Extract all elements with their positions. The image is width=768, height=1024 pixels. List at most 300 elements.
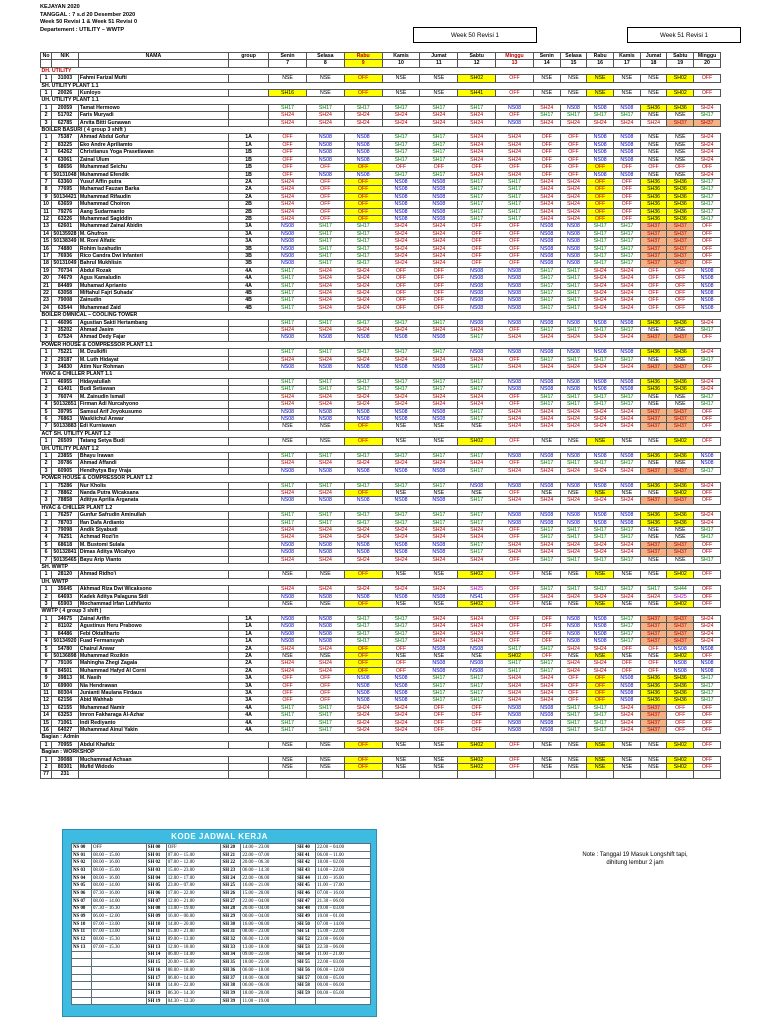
shift-cell: OFF	[306, 193, 344, 200]
shift-cell: SH24	[269, 489, 307, 496]
employee-nik: 62155	[52, 704, 79, 711]
shift-cell: SH17	[496, 193, 534, 200]
shift-cell: OFF	[344, 652, 382, 659]
employee-row	[41, 423, 721, 430]
shift-code: SH 34	[221, 951, 241, 959]
shift-cell: NSE	[306, 652, 344, 659]
row-number: 5	[41, 408, 52, 415]
shift-cell: NS08	[694, 667, 721, 674]
employee-name: M. Ghufron	[78, 230, 228, 237]
shift-cell: SH37	[640, 726, 667, 733]
shift-code: SH 37	[221, 974, 241, 982]
employee-group: 2A	[229, 660, 269, 667]
shift-cell: SH24	[420, 327, 458, 334]
shift-code: SH 44	[296, 874, 316, 882]
shift-cell: SH37	[667, 497, 694, 504]
employee-row	[41, 549, 721, 556]
shift-cell: NS08	[560, 252, 587, 259]
shift-cell: NSE	[533, 601, 560, 608]
shift-cell: SH24	[560, 660, 587, 667]
shift-cell: SH24	[269, 201, 307, 208]
shift-cell: SH24	[344, 719, 382, 726]
shift-cell: SH24	[420, 527, 458, 534]
shift-cell: OFF	[640, 290, 667, 297]
shift-code: SH 07	[146, 897, 166, 905]
shift-hours	[91, 974, 146, 982]
shift-cell: SH24	[587, 290, 614, 297]
shift-cell: NS08	[560, 223, 587, 230]
employee-nik: 63659	[52, 201, 79, 208]
shift-cell: NSE	[614, 652, 641, 659]
row-number: 10	[41, 201, 52, 208]
shift-cell: OFF	[496, 741, 534, 748]
shift-cell: SH17	[560, 401, 587, 408]
blank	[78, 60, 228, 67]
shift-cell: SH17	[587, 260, 614, 267]
shift-cell: SH24	[306, 119, 344, 126]
employee-nik: 76074	[52, 393, 79, 400]
shift-cell: OFF	[344, 660, 382, 667]
shift-cell: SH24	[614, 304, 641, 311]
shift-cell: NS08	[694, 304, 721, 311]
shift-cell: NS08	[560, 519, 587, 526]
shift-hours: 15.00 – 23.00	[166, 867, 221, 875]
employee-group	[229, 482, 269, 489]
shift-cell: OFF	[614, 667, 641, 674]
shift-cell: NSE	[667, 141, 694, 148]
shift-hours: 08.00 – 14.00	[91, 882, 146, 890]
employee-row	[41, 460, 721, 467]
shift-code: SH 32	[221, 936, 241, 944]
shift-cell: NSE	[269, 438, 307, 445]
shift-cell: OFF	[694, 726, 721, 733]
employee-name: Bahrul Mukhlisin	[78, 260, 228, 267]
section-title: ACT SH. UTILITY PLANT 1.2	[41, 430, 721, 437]
shift-cell: NS08	[587, 171, 614, 178]
shift-cell: SH36	[667, 682, 694, 689]
shift-cell: SH17	[344, 238, 382, 245]
shift-cell: NS08	[382, 408, 420, 415]
shift-hours: 20.00 – 15.00	[166, 959, 221, 967]
employee-row	[41, 541, 721, 548]
shift-cell: SH17	[382, 519, 420, 526]
date-header: 19	[667, 60, 694, 67]
shift-cell: SH17	[496, 178, 534, 185]
employee-nik: 46096	[52, 319, 79, 326]
shift-cell: SH17	[614, 327, 641, 334]
shift-cell: NS08	[306, 149, 344, 156]
shift-cell: SH24	[533, 186, 560, 193]
shift-cell: OFF	[533, 134, 560, 141]
row-number: 4	[41, 534, 52, 541]
shift-code: SH 43	[296, 867, 316, 875]
shift-cell: NSE	[667, 327, 694, 334]
date-header: 15	[560, 60, 587, 67]
day-header: Jumat	[640, 53, 667, 60]
section-row	[41, 97, 721, 104]
shift-cell: NSE	[614, 489, 641, 496]
employee-name: Atim Nur Rohman	[78, 364, 228, 371]
shift-cell: NS08	[269, 593, 307, 600]
shift-cell: NS08	[458, 282, 496, 289]
employee-row	[41, 556, 721, 563]
shift-cell: NS08	[344, 156, 382, 163]
shift-cell: NS08	[560, 378, 587, 385]
employee-group	[229, 90, 269, 97]
shift-cell: SH24	[496, 171, 534, 178]
shift-cell: SH24	[269, 534, 307, 541]
shift-cell: NS08	[667, 645, 694, 652]
employee-group: 1A	[229, 623, 269, 630]
shift-cell: SH17	[496, 208, 534, 215]
shift-cell: NS08	[560, 230, 587, 237]
section-title: SH. WWTP	[41, 564, 721, 571]
shift-hours: 07.00 – 15.00	[166, 851, 221, 859]
employee-name: Firman Adi Nurcahyono	[78, 401, 228, 408]
shift-cell: SH37	[667, 415, 694, 422]
shift-cell: SH24	[306, 401, 344, 408]
shift-cell: SH24	[640, 593, 667, 600]
shift-code: SH 23	[221, 867, 241, 875]
employee-nik: 50131048	[53, 171, 77, 178]
shift-cell: NSE	[640, 489, 667, 496]
shift-cell: OFF	[614, 178, 641, 185]
shift-cell: NS08	[560, 386, 587, 393]
shift-cell: SH17	[269, 290, 307, 297]
shift-cell: NS08	[587, 630, 614, 637]
employee-row	[41, 282, 721, 289]
shift-cell: NS08	[614, 156, 641, 163]
employee-nik: 46955	[52, 378, 79, 385]
employee-name: Agustinus Heru Prabowo	[78, 623, 228, 630]
shift-cell: NS08	[420, 201, 458, 208]
shift-cell: NS08	[269, 415, 307, 422]
shift-cell: NSE	[614, 571, 641, 578]
shift-cell: SH36	[640, 104, 667, 111]
shift-code: SH 52	[296, 936, 316, 944]
shift-cell: NS08	[560, 245, 587, 252]
shift-cell: SH17	[344, 252, 382, 259]
shift-cell: SH17	[344, 630, 382, 637]
shift-cell: SH24	[382, 719, 420, 726]
shift-cell: SH37	[640, 334, 667, 341]
employee-row	[41, 319, 721, 326]
employee-row	[41, 401, 721, 408]
employee-nik: 62156	[52, 697, 79, 704]
shift-cell: SH24	[382, 712, 420, 719]
shift-cell: SH24	[382, 726, 420, 733]
shift-cell: SH17	[694, 327, 721, 334]
employee-row	[41, 260, 721, 267]
shift-cell: SH17	[306, 719, 344, 726]
shift-cell: OFF	[496, 556, 534, 563]
employee-group: 2B	[229, 208, 269, 215]
shift-cell: SH24	[587, 549, 614, 556]
shift-cell: NS08	[587, 378, 614, 385]
row-number: 20	[41, 275, 52, 282]
shift-cell: NS08	[344, 682, 382, 689]
shift-cell: SH17	[560, 282, 587, 289]
employee-nik: 76863	[52, 415, 79, 422]
shift-cell: SH36	[640, 178, 667, 185]
shift-cell: SH24	[269, 586, 307, 593]
shift-cell: OFF	[694, 164, 721, 171]
shift-cell: SH24	[533, 497, 560, 504]
shift-cell: NS08	[269, 230, 307, 237]
shift-cell: OFF	[496, 260, 534, 267]
shift-cell: SH24	[496, 497, 534, 504]
row-number: 7	[41, 178, 52, 185]
shift-cell: SH17	[382, 378, 420, 385]
employee-nik: 75286	[52, 482, 79, 489]
employee-row	[41, 364, 721, 371]
legend-row	[72, 859, 371, 867]
employee-group: 3B	[229, 260, 269, 267]
legend-table	[71, 843, 371, 1005]
shift-cell: NS41	[458, 593, 496, 600]
employee-row	[41, 164, 721, 171]
employee-nik: 31003	[52, 75, 79, 82]
shift-code: SH 27	[221, 897, 241, 905]
shift-cell: NSE	[587, 741, 614, 748]
shift-cell: OFF	[614, 186, 641, 193]
shift-cell: NS08	[420, 415, 458, 422]
shift-cell: NS08	[694, 452, 721, 459]
shift-cell: SH24	[382, 527, 420, 534]
day-header: Rabu	[344, 53, 382, 60]
shift-cell: SH24	[587, 467, 614, 474]
shift-cell: SH24	[614, 267, 641, 274]
shift-cell: NS08	[420, 541, 458, 548]
row-number: 3	[41, 601, 52, 608]
employee-name: Muhamad Fauzan Barka	[78, 186, 228, 193]
shift-code: NS 10	[72, 920, 92, 928]
shift-cell: NSE	[587, 489, 614, 496]
shift-cell: NS08	[694, 282, 721, 289]
shift-cell: SH02	[667, 741, 694, 748]
shift-cell: NS08	[587, 638, 614, 645]
shift-cell: SH44	[667, 586, 694, 593]
shift-cell: NS08	[382, 201, 420, 208]
shift-cell: SH24	[694, 156, 721, 163]
shift-cell: NS08	[382, 186, 420, 193]
employee-name: Agus Kamaludin	[78, 275, 228, 282]
shift-cell: NS08	[694, 267, 721, 274]
employee-group	[229, 452, 269, 459]
legend-row	[72, 867, 371, 875]
shift-cell: OFF	[640, 297, 667, 304]
shift-cell: NS08	[382, 467, 420, 474]
shift-cell: SH36	[667, 178, 694, 185]
shift-cell: SH17	[496, 667, 534, 674]
employee-group: 3B	[229, 245, 269, 252]
shift-cell: SH17	[420, 452, 458, 459]
shift-cell: SH36	[640, 675, 667, 682]
shift-cell: OFF	[382, 304, 420, 311]
shift-cell: SH24	[614, 408, 641, 415]
employee-name: Chairul Anwar	[78, 645, 228, 652]
section-title: Bagian : WORKSHOP	[41, 749, 721, 756]
shift-cell: NSE	[667, 356, 694, 363]
shift-cell: SH37	[640, 497, 667, 504]
shift-cell: SH24	[306, 282, 344, 289]
shift-cell: SH24	[344, 282, 382, 289]
shift-cell: OFF	[667, 282, 694, 289]
shift-cell: NS08	[496, 290, 534, 297]
shift-cell: SH17	[458, 408, 496, 415]
shift-cell: OFF	[614, 660, 641, 667]
shift-cell	[420, 771, 458, 778]
shift-cell: SH17	[694, 208, 721, 215]
shift-cell: NSE	[533, 438, 560, 445]
shift-cell: OFF	[306, 689, 344, 696]
row-number: 1	[41, 349, 52, 356]
shift-cell: SH17	[344, 386, 382, 393]
employee-nik: 26509	[52, 438, 79, 445]
employee-row	[41, 186, 721, 193]
shift-cell: NS08	[587, 512, 614, 519]
shift-cell: NSE	[533, 756, 560, 763]
employee-name: M. Luth Hidayat	[78, 356, 228, 363]
shift-cell: SH17	[694, 193, 721, 200]
shift-cell: NSE	[667, 527, 694, 534]
shift-cell: SH17	[614, 112, 641, 119]
shift-cell: NS08	[458, 319, 496, 326]
shift-cell: NS08	[269, 364, 307, 371]
shift-hours: 15.00 – 22.00	[316, 928, 371, 936]
shift-cell: NSE	[306, 571, 344, 578]
header-row-days	[41, 53, 721, 60]
shift-cell: SH17	[344, 638, 382, 645]
shift-cell: SH17	[587, 238, 614, 245]
employee-name: Abdul Khafidz	[78, 741, 228, 748]
shift-cell: NS08	[269, 238, 307, 245]
shift-hours: 06.00 – 12.00	[241, 936, 296, 944]
shift-cell: SH17	[269, 482, 307, 489]
employee-nik: 76936	[52, 252, 79, 259]
shift-cell: SH17	[382, 638, 420, 645]
shift-cell: NS08	[496, 297, 534, 304]
employee-row	[41, 245, 721, 252]
shift-cell: SH24	[458, 356, 496, 363]
employee-row	[41, 304, 721, 311]
shift-cell: SH24	[269, 208, 307, 215]
shift-cell: SH24	[560, 215, 587, 222]
shift-cell: NS08	[614, 512, 641, 519]
shift-cell: OFF	[344, 667, 382, 674]
shift-cell: SH17	[560, 556, 587, 563]
employee-name: Muhammad Namir	[78, 704, 228, 711]
row-number: 6	[41, 415, 52, 422]
shift-cell: SH24	[306, 275, 344, 282]
shift-cell: OFF	[306, 201, 344, 208]
shift-cell: OFF	[269, 689, 307, 696]
employee-nik: 80304	[52, 689, 79, 696]
shift-hours: 09.00 – 13.00	[166, 936, 221, 944]
employee-row	[41, 675, 721, 682]
employee-name: Muhammad Zainal Abidin	[78, 223, 228, 230]
section-title: WWTP ( 4 group 3 shift )	[41, 608, 721, 615]
legend-row	[72, 844, 371, 852]
shift-cell: NS08	[533, 245, 560, 252]
shift-cell: NS08	[560, 615, 587, 622]
shift-cell: SH17	[382, 630, 420, 637]
section-title: HVAC & CHILLER PLANT 1.1	[41, 371, 721, 378]
shift-cell: SH17	[533, 534, 560, 541]
shift-cell: SH37	[667, 623, 694, 630]
shift-cell: SH24	[344, 275, 382, 282]
row-number: 1	[41, 134, 52, 141]
shift-cell: SH24	[344, 327, 382, 334]
shift-cell: SH17	[694, 534, 721, 541]
employee-group: 1A	[229, 141, 269, 148]
shift-cell: OFF	[614, 201, 641, 208]
shift-cell: NS08	[382, 689, 420, 696]
shift-code	[72, 967, 92, 975]
employee-row	[41, 415, 721, 422]
shift-cell: NSE	[587, 438, 614, 445]
shift-hours: 08.00 – 18.00	[166, 967, 221, 975]
shift-cell: SH17	[614, 356, 641, 363]
row-number: 1	[41, 378, 52, 385]
shift-cell: NS08	[560, 482, 587, 489]
employee-name: Rohim Iszahudin	[78, 245, 228, 252]
shift-cell: SH24	[306, 112, 344, 119]
shift-cell: SH17	[306, 230, 344, 237]
shift-code: SH 36	[221, 967, 241, 975]
shift-cell: SH24	[560, 667, 587, 674]
shift-cell: SH24	[614, 290, 641, 297]
row-number: 3	[41, 364, 52, 371]
shift-cell: SH17	[694, 215, 721, 222]
shift-cell: SH24	[496, 415, 534, 422]
row-number: 1	[41, 571, 52, 578]
shift-cell: NSE	[458, 423, 496, 430]
row-number: 3	[41, 497, 52, 504]
legend-row	[72, 874, 371, 882]
shift-cell: NSE	[382, 741, 420, 748]
row-number: 6	[41, 549, 52, 556]
shift-code: NS 01	[72, 851, 92, 859]
shift-cell: NS08	[533, 238, 560, 245]
shift-cell: SH17	[344, 230, 382, 237]
shift-hours: 06.00 – 18.00	[241, 967, 296, 975]
shift-hours: 21.30 – 06.00	[316, 897, 371, 905]
employee-row	[41, 771, 721, 778]
section-row	[41, 341, 721, 348]
employee-nik: 34830	[52, 364, 79, 371]
employee-row	[41, 171, 721, 178]
shift-cell: NSE	[640, 556, 667, 563]
shift-cell: SH17	[560, 460, 587, 467]
shift-hours: 22.00 – 07.00	[241, 851, 296, 859]
shift-cell: NS08	[382, 497, 420, 504]
shift-cell: NS08	[533, 378, 560, 385]
row-number: 3	[41, 393, 52, 400]
row-number: 9	[41, 193, 52, 200]
shift-cell: NS08	[587, 149, 614, 156]
shift-code: NS 07	[72, 897, 92, 905]
shift-cell: SH24	[694, 512, 721, 519]
shift-cell: SH24	[420, 586, 458, 593]
shift-cell: NSE	[533, 764, 560, 771]
blank	[229, 60, 269, 67]
shift-cell: SH24	[587, 415, 614, 422]
shift-code: SH 39	[221, 990, 241, 998]
shift-code: SH 22	[221, 859, 241, 867]
shift-cell: SH36	[667, 319, 694, 326]
shift-cell: OFF	[420, 304, 458, 311]
